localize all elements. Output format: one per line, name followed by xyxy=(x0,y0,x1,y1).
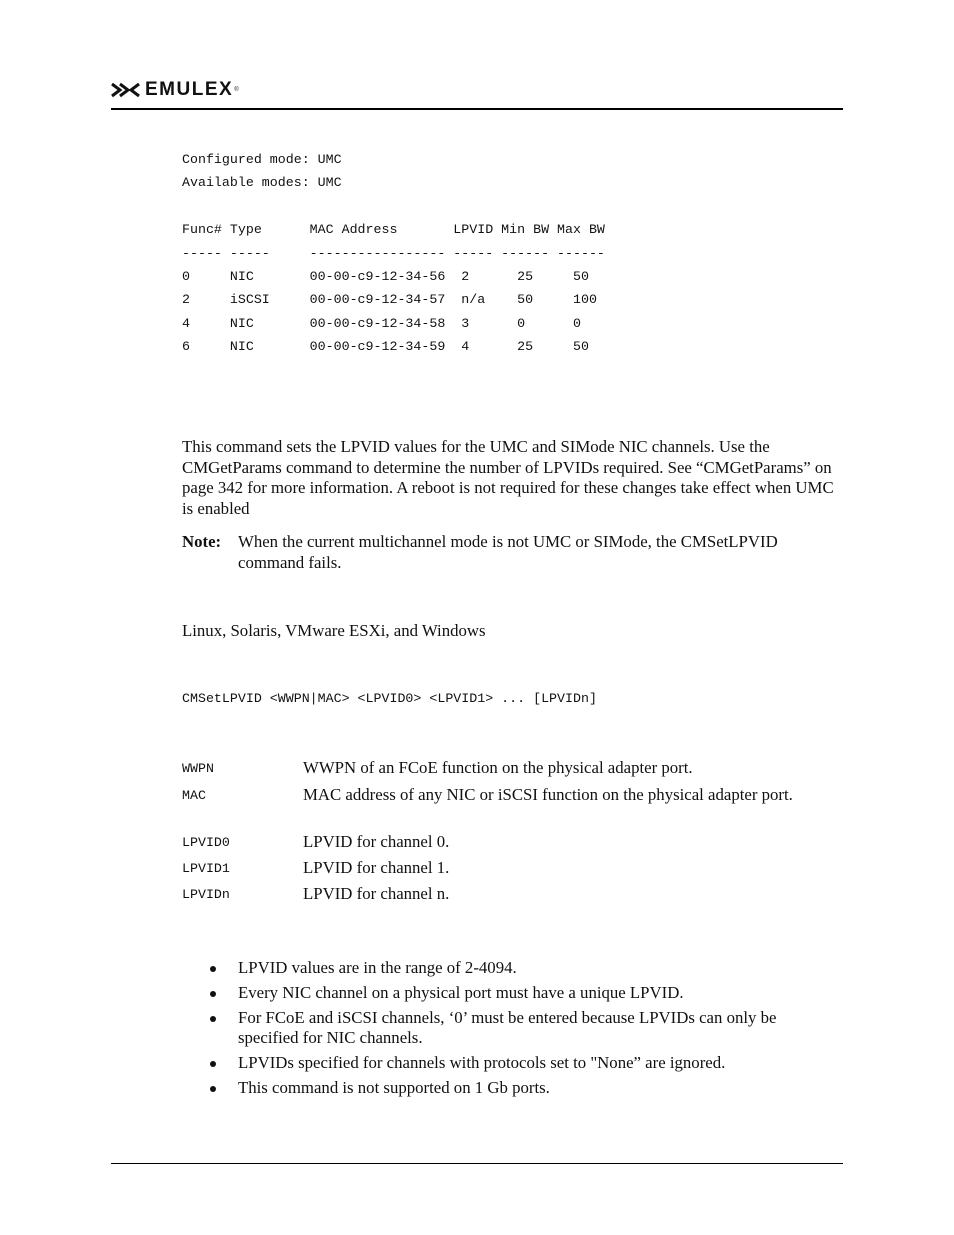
trademark-symbol: ® xyxy=(234,87,239,93)
output-line: 2 iSCSI 00-00-c9-12-34-57 n/a 50 100 xyxy=(182,292,597,308)
note-text: When the current multichannel mode is not UMC or SIMode, the CMSetLPVID command fails. xyxy=(238,532,778,572)
parameter-name: LPVID1 xyxy=(182,861,230,876)
output-line: Configured mode: UMC xyxy=(182,152,342,167)
parameter-description: LPVID for channel 0. xyxy=(303,832,450,851)
output-line xyxy=(182,195,605,218)
emulex-logo-mark-icon xyxy=(111,82,141,98)
output-line: Available modes: UMC xyxy=(182,175,342,191)
note-label: Note: xyxy=(182,532,222,551)
emulex-logo xyxy=(111,80,239,100)
logo-text: EMULEX xyxy=(145,79,234,100)
output-line: 6 NIC 00-00-c9-12-34-59 4 25 50 xyxy=(182,339,589,355)
syntax-line: CMSetLPVID <WWPN|MAC> <LPVID0> <LPVID1> ... [LPVIDn] xyxy=(182,691,597,706)
parameter-name: LPVID0 xyxy=(182,835,230,850)
header-rule xyxy=(111,108,843,110)
output-line: 4 NIC 00-00-c9-12-34-58 3 0 0 xyxy=(182,315,581,331)
output-line: 0 NIC 00-00-c9-12-34-56 2 25 50 xyxy=(182,269,589,285)
output-line: ----- ----- ----------------- ----- ------ ------ xyxy=(182,245,605,261)
bullet-text: For FCoE and iSCSI channels, ‘0’ must be entered because LPVIDs can only be specified for NIC channels. xyxy=(238,1008,777,1047)
bullet-text: LPVIDs specified for channels with protocols set to "None” are ignored. xyxy=(238,1053,726,1072)
bullet-icon xyxy=(210,1086,216,1092)
parameter-description: LPVID for channel 1. xyxy=(303,858,450,877)
parameter-description: MAC address of any NIC or iSCSI function on the physical adapter port. xyxy=(303,785,793,804)
example-output-block xyxy=(182,148,605,359)
output-line: Func# Type MAC Address LPVID Min BW Max BW xyxy=(182,222,605,238)
supported-os-text: Linux, Solaris, VMware ESXi, and Windows xyxy=(182,621,486,640)
parameter-description: LPVID for channel n. xyxy=(303,884,450,903)
bullet-text: LPVID values are in the range of 2-4094. xyxy=(238,958,517,977)
bullet-icon xyxy=(210,966,216,972)
parameter-name: LPVIDn xyxy=(182,887,230,902)
parameter-name: MAC xyxy=(182,788,206,803)
bullet-text: This command is not supported on 1 Gb ports. xyxy=(238,1078,550,1097)
parameter-name: WWPN xyxy=(182,761,214,776)
bullet-text: Every NIC channel on a physical port must have a unique LPVID. xyxy=(238,983,684,1002)
bullet-icon xyxy=(210,1016,216,1022)
footer-rule xyxy=(111,1163,843,1164)
command-description: This command sets the LPVID values for the UMC and SIMode NIC channels. Use the CMGetParams command to determine the number of LPVIDs required. See “CMGetParams” on page 342 for more information. A reboot is not required for these changes take effect when UMC is enabled xyxy=(182,437,834,518)
bullet-icon xyxy=(210,991,216,997)
bullet-icon xyxy=(210,1061,216,1067)
parameter-description: WWPN of an FCoE function on the physical adapter port. xyxy=(303,758,693,777)
